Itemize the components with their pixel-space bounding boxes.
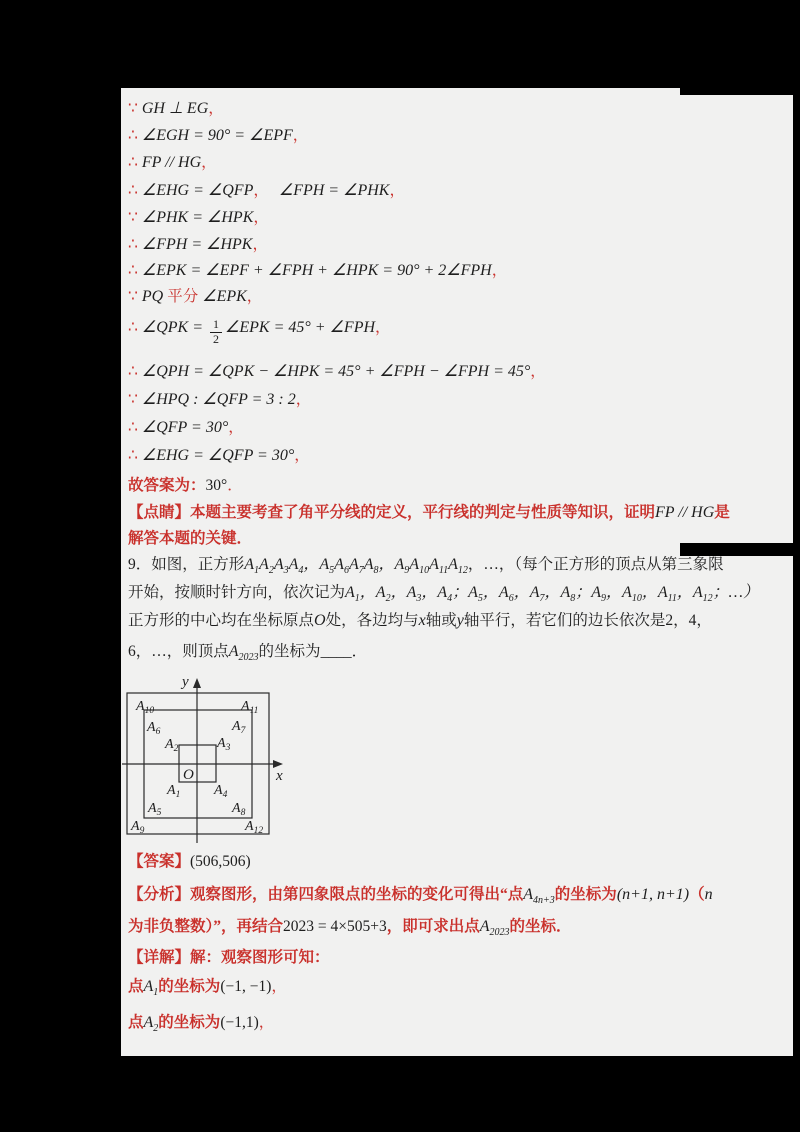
red-text-segment: ． xyxy=(227,477,243,494)
red-text-segment: ， xyxy=(292,127,309,144)
text-segment: 9．如图，正方形 xyxy=(128,556,245,573)
text-segment: ∠QFP = 30° xyxy=(141,419,229,436)
text-segment: ∠QPK = xyxy=(141,319,208,336)
vertex-label-A8: $A_8$ xyxy=(232,801,246,818)
text-segment: ∠PHK = ∠HPK xyxy=(141,209,254,226)
red-text-segment: ， xyxy=(294,447,310,464)
red-text-segment: ， xyxy=(246,288,263,305)
subscript: 7 xyxy=(358,565,364,577)
red-text-segment: ∴ xyxy=(128,262,138,279)
subscript: 3 xyxy=(416,593,422,605)
text-segment: ∠EHG = ∠QFP = 30° xyxy=(141,447,295,464)
text-segment: ． xyxy=(351,643,368,660)
red-text-segment: ∴ xyxy=(128,419,138,436)
red-text-segment: 点 xyxy=(128,978,144,995)
subscript: 8 xyxy=(373,565,379,577)
subscript: 2 xyxy=(385,593,391,605)
vertex-label-A5: $A_5$ xyxy=(148,801,162,818)
red-text-segment: 点 xyxy=(128,1014,144,1031)
text-segment: (−1, −1) xyxy=(220,978,272,995)
fraction: $\frac{1}{2}$ xyxy=(210,318,222,347)
subscript: 6 xyxy=(508,593,514,605)
text-segment: $A_1$，$A_2$，$A_3$，$A_4$；$A_5$，$A_6$，$A_7$，$A_8$；$A_9$，$A_{10}$，$A_{11}$，$A_{12}$；…） xyxy=(345,584,759,605)
red-text-segment: ∵ xyxy=(128,288,138,305)
subscript: 10 xyxy=(419,565,430,577)
red-text-segment: ， xyxy=(208,100,224,117)
red-text-segment: ∴ xyxy=(128,363,138,380)
nested-squares-figure xyxy=(121,672,306,850)
text-segment: ∠FPH = ∠PHK xyxy=(278,182,390,199)
subscript: 2023 xyxy=(238,652,259,664)
red-text-segment: ∴ xyxy=(128,319,138,336)
subscript: 4n+3 xyxy=(533,895,555,907)
red-text-segment: ， xyxy=(253,182,269,199)
analysis-line-2 xyxy=(128,916,572,938)
subscript: 6 xyxy=(343,565,349,577)
text-segment: ，…，（每个正方形的顶点从第三象限 xyxy=(467,556,724,573)
x-axis-label: x xyxy=(276,768,283,784)
text-segment: ∠EGH = 90° = ∠EPF xyxy=(141,127,293,144)
question-9-line-3 xyxy=(128,610,712,632)
text-segment: $A_{2023}$ xyxy=(228,643,259,664)
text-segment: 2023 = 4×505+3 xyxy=(283,918,387,935)
subscript: 11 xyxy=(438,565,449,577)
comment-line-2 xyxy=(128,528,252,550)
text-segment: (−1,1) xyxy=(220,1014,259,1031)
text-segment: ____ xyxy=(320,643,352,660)
text-segment: $A_{4n+3}$ xyxy=(523,886,555,907)
subscript: 2 xyxy=(268,565,274,577)
text-segment: ∠FPH = ∠HPK xyxy=(141,236,253,253)
red-text-segment: ∴ xyxy=(128,447,138,464)
red-text-segment: ∵ xyxy=(128,209,138,226)
red-text-segment: 的坐标为 xyxy=(158,978,221,995)
red-text-segment: ， xyxy=(271,978,287,995)
detail-line-2 xyxy=(128,976,287,998)
red-text-segment: 的坐标为 xyxy=(554,886,617,903)
red-text-segment: （ xyxy=(689,886,705,903)
red-text-segment: 【详解】解：观察图形可知： xyxy=(128,949,330,966)
vertex-label-A6: $A_6$ xyxy=(147,720,161,737)
text-segment: 开始，按顺时针方向，依次记为 xyxy=(128,584,346,601)
text-segment: (506,506) xyxy=(190,853,251,870)
proof-step-9 xyxy=(128,317,391,347)
proof-step-6 xyxy=(128,234,268,256)
text-segment: ∠EHG = ∠QFP xyxy=(141,182,254,199)
text-segment: 处，各边均与 xyxy=(325,612,419,629)
red-text-segment: ， xyxy=(258,1014,275,1031)
proof-step-2 xyxy=(128,125,308,147)
x-axis-arrow-icon xyxy=(273,760,283,768)
red-text-segment: 【答案】 xyxy=(128,853,191,870)
subscript: 5 xyxy=(329,565,335,577)
proof-step-10 xyxy=(128,361,546,383)
red-text-segment: 【分析】观察图形，由第四象限点的坐标的变化可得出“点 xyxy=(128,886,524,903)
red-text-segment: ， xyxy=(295,391,312,408)
black-bar-mid-right xyxy=(680,543,800,556)
subscript: 1 xyxy=(153,987,159,999)
text-segment: ∠QPH = ∠QPK − ∠HPK = 45° + ∠FPH − ∠FPH = 45° xyxy=(141,363,531,380)
proof-step-7 xyxy=(128,260,507,282)
subscript: 9 xyxy=(601,593,607,605)
text-segment: ∠EPK = ∠EPF + ∠FPH + ∠HPK = 90° + 2∠FPH xyxy=(141,262,492,279)
vertex-label-A7: $A_7$ xyxy=(232,719,246,736)
red-text-segment: 的坐标为 xyxy=(158,1014,221,1031)
red-text-segment: ， xyxy=(201,154,217,171)
vertex-label-A4: $A_4$ xyxy=(214,783,228,800)
vertex-label-A2: $A_2$ xyxy=(165,737,179,754)
text-segment: 30° xyxy=(205,477,228,494)
text-segment: PQ xyxy=(141,288,168,305)
red-text-segment: 为非负整数）”，再结合 xyxy=(128,918,284,935)
subscript: 2 xyxy=(153,1023,159,1035)
origin-label: O xyxy=(183,767,194,783)
answer-line xyxy=(128,851,251,873)
proof-step-5 xyxy=(128,207,269,229)
red-text-segment: ∵ xyxy=(128,100,138,117)
vertex-label-A11: $A_{11}$ xyxy=(241,699,259,716)
red-text-segment: ∴ xyxy=(128,236,138,253)
text-segment: GH ⊥ EG xyxy=(141,100,209,117)
proof-step-1 xyxy=(128,98,224,120)
text-segment: $A_1A_2A_3A_4$，$A_5A_6A_7A_8$，$A_9A_{10}A_{11}A_{12}$ xyxy=(244,556,468,577)
subscript: 9 xyxy=(404,565,410,577)
y-axis-arrow-icon xyxy=(193,678,201,688)
red-text-segment: 的坐标． xyxy=(509,918,572,935)
subscript: 7 xyxy=(539,593,545,605)
proof-step-3 xyxy=(128,152,217,174)
text-segment: ∠EPK xyxy=(198,288,247,305)
detail-line-3 xyxy=(128,1012,274,1034)
subscript: 10 xyxy=(631,593,642,605)
text-segment: ∠EPK = 45° + ∠FPH xyxy=(225,319,376,336)
text-segment: 轴平行，若它们的边长依次是2，4， xyxy=(463,612,712,629)
text-segment: 6，…，则顶点 xyxy=(128,643,229,660)
subscript: 3 xyxy=(283,565,289,577)
red-text-segment: ， xyxy=(491,262,508,279)
subscript: 4 xyxy=(298,565,304,577)
text-segment: FP // HG xyxy=(655,504,715,521)
red-text-segment: 【点睛】本题主要考查了角平分线的定义，平行线的判定与性质等知识，证明 xyxy=(128,504,656,521)
proof-step-4 xyxy=(128,180,405,202)
text-segment: x xyxy=(418,612,426,629)
question-9-line-1 xyxy=(128,554,724,576)
text-segment: FP // HG xyxy=(141,154,202,171)
subscript: 5 xyxy=(477,593,483,605)
proof-step-12 xyxy=(128,417,244,439)
answer-statement-q8 xyxy=(128,475,243,497)
subscript: 1 xyxy=(354,593,360,605)
text-segment: y xyxy=(456,612,464,629)
text-segment: $A_1$ xyxy=(143,978,159,999)
red-text-segment: ， xyxy=(253,209,269,226)
subscript: 2023 xyxy=(489,927,510,939)
red-text-segment: 是 xyxy=(714,504,730,521)
red-text-segment: 平分 xyxy=(167,288,199,305)
text-segment: 轴或 xyxy=(425,612,457,629)
document-page xyxy=(121,88,793,1056)
proof-step-11 xyxy=(128,389,311,411)
vertex-label-A9: $A_9$ xyxy=(131,819,145,836)
subscript: 12 xyxy=(702,593,713,605)
text-segment: n xyxy=(704,886,713,903)
text-segment: (n+1, n+1) xyxy=(616,886,690,903)
comment-line-1 xyxy=(128,502,730,524)
black-bar-top-right xyxy=(680,88,800,95)
red-text-segment: ∴ xyxy=(128,154,138,171)
red-text-segment: ， xyxy=(389,182,405,199)
subscript: 1 xyxy=(254,565,260,577)
red-text-segment: 解答本题的关键． xyxy=(128,530,253,547)
proof-step-8 xyxy=(128,286,262,308)
subscript: 8 xyxy=(570,593,576,605)
vertex-label-A10: $A_{10}$ xyxy=(136,699,155,716)
subscript: 12 xyxy=(457,565,468,577)
red-text-segment: ， xyxy=(252,236,268,253)
red-text-segment: ∴ xyxy=(128,182,138,199)
red-text-segment: ∴ xyxy=(128,127,138,144)
red-text-segment: 故答案为： xyxy=(128,477,206,494)
subscript: 11 xyxy=(667,593,677,605)
red-text-segment: ，即可求出点 xyxy=(386,918,480,935)
red-text-segment: ， xyxy=(530,363,546,380)
red-text-segment: ， xyxy=(228,419,244,436)
text-segment: O xyxy=(314,612,326,629)
text-segment: $A_2$ xyxy=(143,1014,159,1035)
red-text-segment: ， xyxy=(375,319,391,336)
proof-step-13 xyxy=(128,445,310,467)
text-segment: ∠HPQ : ∠QFP = 3 : 2 xyxy=(141,391,296,408)
vertex-label-A1: $A_1$ xyxy=(167,783,181,800)
y-axis-label: y xyxy=(182,674,189,690)
text-segment: 正方形的中心均在坐标原点 xyxy=(128,612,315,629)
vertex-label-A3: $A_3$ xyxy=(217,736,231,753)
red-text-segment: ∵ xyxy=(128,391,138,408)
subscript: 4 xyxy=(447,593,453,605)
analysis-line-1 xyxy=(128,884,713,906)
vertex-label-A12: $A_{12}$ xyxy=(245,819,264,836)
question-9-line-2 xyxy=(128,582,759,604)
question-9-line-4 xyxy=(128,641,367,663)
detail-line-1 xyxy=(128,947,330,969)
text-segment: $A_{2023}$ xyxy=(479,918,510,939)
text-segment: 的坐标为 xyxy=(258,643,321,660)
